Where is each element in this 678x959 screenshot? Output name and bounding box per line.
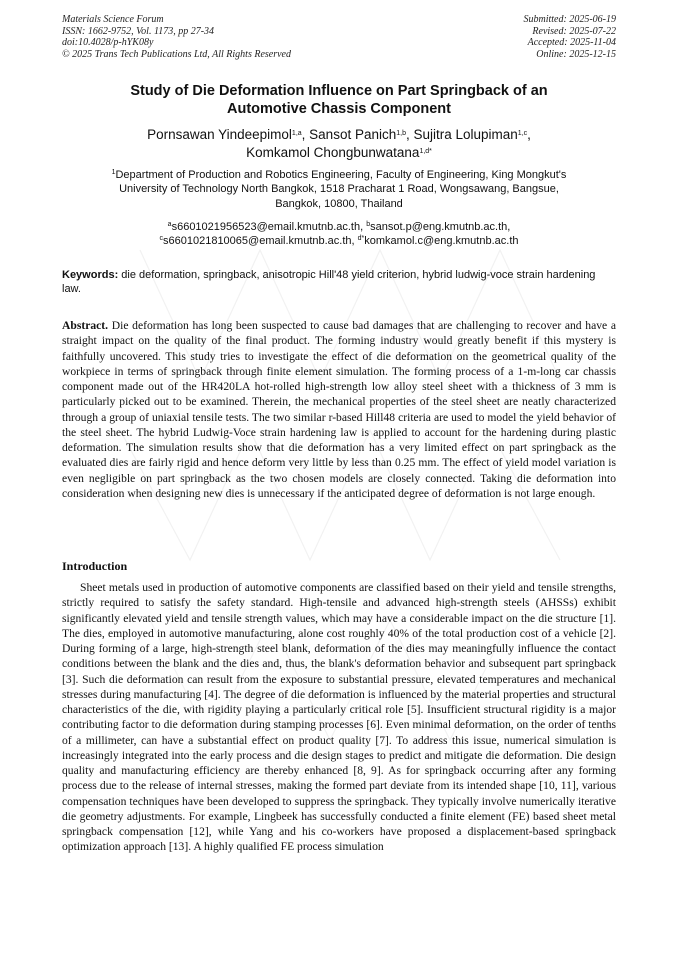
journal-name: Materials Science Forum [62, 14, 164, 25]
affiliation-mark: 1 [111, 169, 116, 177]
journal-info [62, 14, 291, 60]
revised-date: Revised: 2025-07-22 [532, 25, 616, 37]
email-mark: c [159, 235, 163, 243]
author-affiliation-mark: 1,d* [419, 148, 432, 156]
abstract [62, 318, 616, 501]
author-name: Pornsawan Yindeepimol [147, 127, 292, 142]
abstract-label: Abstract. [62, 319, 109, 332]
affiliation-line-1 [62, 168, 616, 182]
email-separator: , [351, 235, 358, 248]
author-line-2 [62, 144, 616, 162]
author-affiliation-mark: 1,c [517, 130, 528, 138]
affiliation-text: Department of Production and Robotics Engineering, Faculty of Engineering, King Mongkut's [115, 169, 567, 181]
affiliation-line-2: University of Technology North Bangkok, 1518 Pracharat 1 Road, Wongsawang, Bangsue, [119, 183, 559, 196]
doi: doi:10.4028/p-hYK08y [62, 37, 154, 48]
affiliation [62, 168, 616, 211]
email-mark: d* [357, 235, 365, 243]
affiliation-line-3: Bangkok, 10800, Thailand [275, 197, 403, 210]
submitted-date: Submitted: 2025-06-19 [523, 14, 616, 25]
author-name: Sansot Panich [309, 127, 397, 142]
paper-title [62, 82, 616, 118]
author-affiliation-mark: 1,b [396, 130, 406, 138]
author-separator: , [301, 127, 310, 142]
email-mark: b [366, 221, 371, 229]
author-name: Komkamol Chongbunwatana [246, 145, 420, 160]
title-line-1: Study of Die Deformation Influence on Part Springback of an [130, 83, 548, 99]
author-list [62, 126, 616, 162]
author-line-1 [62, 126, 616, 144]
keywords-text: die deformation, springback, anisotropic Hill'48 yield criterion, hybrid ludwig-voce strain hardening law. [62, 269, 596, 295]
email-mark: a [167, 221, 172, 229]
accepted-date: Accepted: 2025-11-04 [527, 37, 616, 48]
email-separator: , [360, 221, 367, 233]
copyright: © 2025 Trans Tech Publications Ltd, All Rights Reserved [62, 48, 291, 60]
email-line-2 [62, 234, 616, 248]
author-emails [62, 220, 616, 249]
author-affiliation-mark: 1,a [291, 130, 302, 138]
online-date: Online: 2025-12-15 [536, 48, 616, 60]
title-line-2: Automotive Chassis Component [227, 101, 451, 117]
keywords-label: Keywords: [62, 269, 119, 281]
email-address: komkamol.c@eng.kmutnb.ac.th [364, 235, 519, 248]
email-address: s6601021810065@email.kmutnb.ac.th [163, 235, 352, 248]
introduction-paragraph: Sheet metals used in production of automotive components are classified based on their yield and tensile strengths, strictly required to satisfy the safety standard. High-tensile and advanced high-strength steels (AHSSs) exhibit significantly elevated yield and tensile strength values, which may have a considerable impact on the die structure [1]. The dies, employed in automotive manufacturing, alone cost roughly 40% of the total production cost of a vehicle [2]. During forming of a large, high-strength steel blank, deformation of the dies may meaningfully influence the contact conditions between the blank and the dies and, thus, the blank's deformation behavior and subsequent part springback [3]. Such die deformation can result from the exposure to substantial pressure, elevated temperatures and mechanical stresses during manufacturing [4]. The degree of die deformation is influenced by the material properties and structural characteristics of the die, with rigidity playing a particularly critical role [5]. Insufficient structural rigidity is a major contributing factor to die deformation during stamping processes [6]. Even minimal deformation, on the order of tenths of a millimeter, can have a substantial effect on product quality [7]. To address this issue, numerical simulation is increasingly integrated into the early process and die design stages to predict and mitigate die deformation. Die design quality and manufacturing efficiency are thereby enhanced [8, 9]. As for springback occurring after any forming process due to the release of internal stresses, making the formed part deviate from its intended shape [10, 11], various compensation techniques have been developed to suppress the springback. They typically involve numerically iterative die geometry adjustments. For example, Lingbeek has successfully conducted a finite element (FE) based sheet metal springback compensation [12], while Yang and his co-workers have proposed a displacement-based springback optimization approach [13]. A highly qualified FE process simulation [62, 581, 616, 854]
submission-dates [524, 14, 617, 60]
issn-volume: ISSN: 1662-9752, Vol. 1173, pp 27-34 [62, 25, 215, 37]
email-separator: , [507, 221, 511, 233]
abstract-text: Die deformation has long been suspected to cause bad damages that are challenging to recover and have a straight impact on the quality of the final product. The forming industry would greatly benefit if this mystery is faithfully uncovered. This study tries to investigate the effect of die deformation on the geometrical quality of the workpiece in terms of springback through finite element simulation. The forming process of a 1-m-long car chassis component made out of the HR420LA hot-rolled high-strength low alloy steel sheet with a thickness of 3 mm is particularly picked out to be examined. Therein, the mechanical properties of the steel sheet are neatly characterized through a group of uniaxial tensile tests. The two similar r-based Hill48 criteria are used to model the yield behavior of the steel sheet. The hybrid Ludwig-Voce strain hardening law is applied to account for the hardening during plastic deformation. The simulation results show that die deformation has a very limited effect on part springback as the evaluated dies are fairly rigid and hence deform very little by less than 0.25 mm. The effect of yield model variation is even negligible on part springback as the two chosen models are closely connected. Taking die deformation into consideration when designing new dies is unnecessary if the anticipated degree of deformation is not large enough. [62, 319, 616, 500]
author-separator: , [405, 127, 414, 142]
email-address: s6601021956523@email.kmutnb.ac.th [171, 221, 361, 233]
keywords [62, 268, 616, 296]
author-separator: , [527, 127, 531, 142]
email-address: sansot.p@eng.kmutnb.ac.th [370, 221, 508, 233]
email-line-1 [62, 220, 616, 234]
author-name: Sujitra Lolupiman [413, 127, 518, 142]
section-heading-introduction: Introduction [62, 559, 128, 573]
